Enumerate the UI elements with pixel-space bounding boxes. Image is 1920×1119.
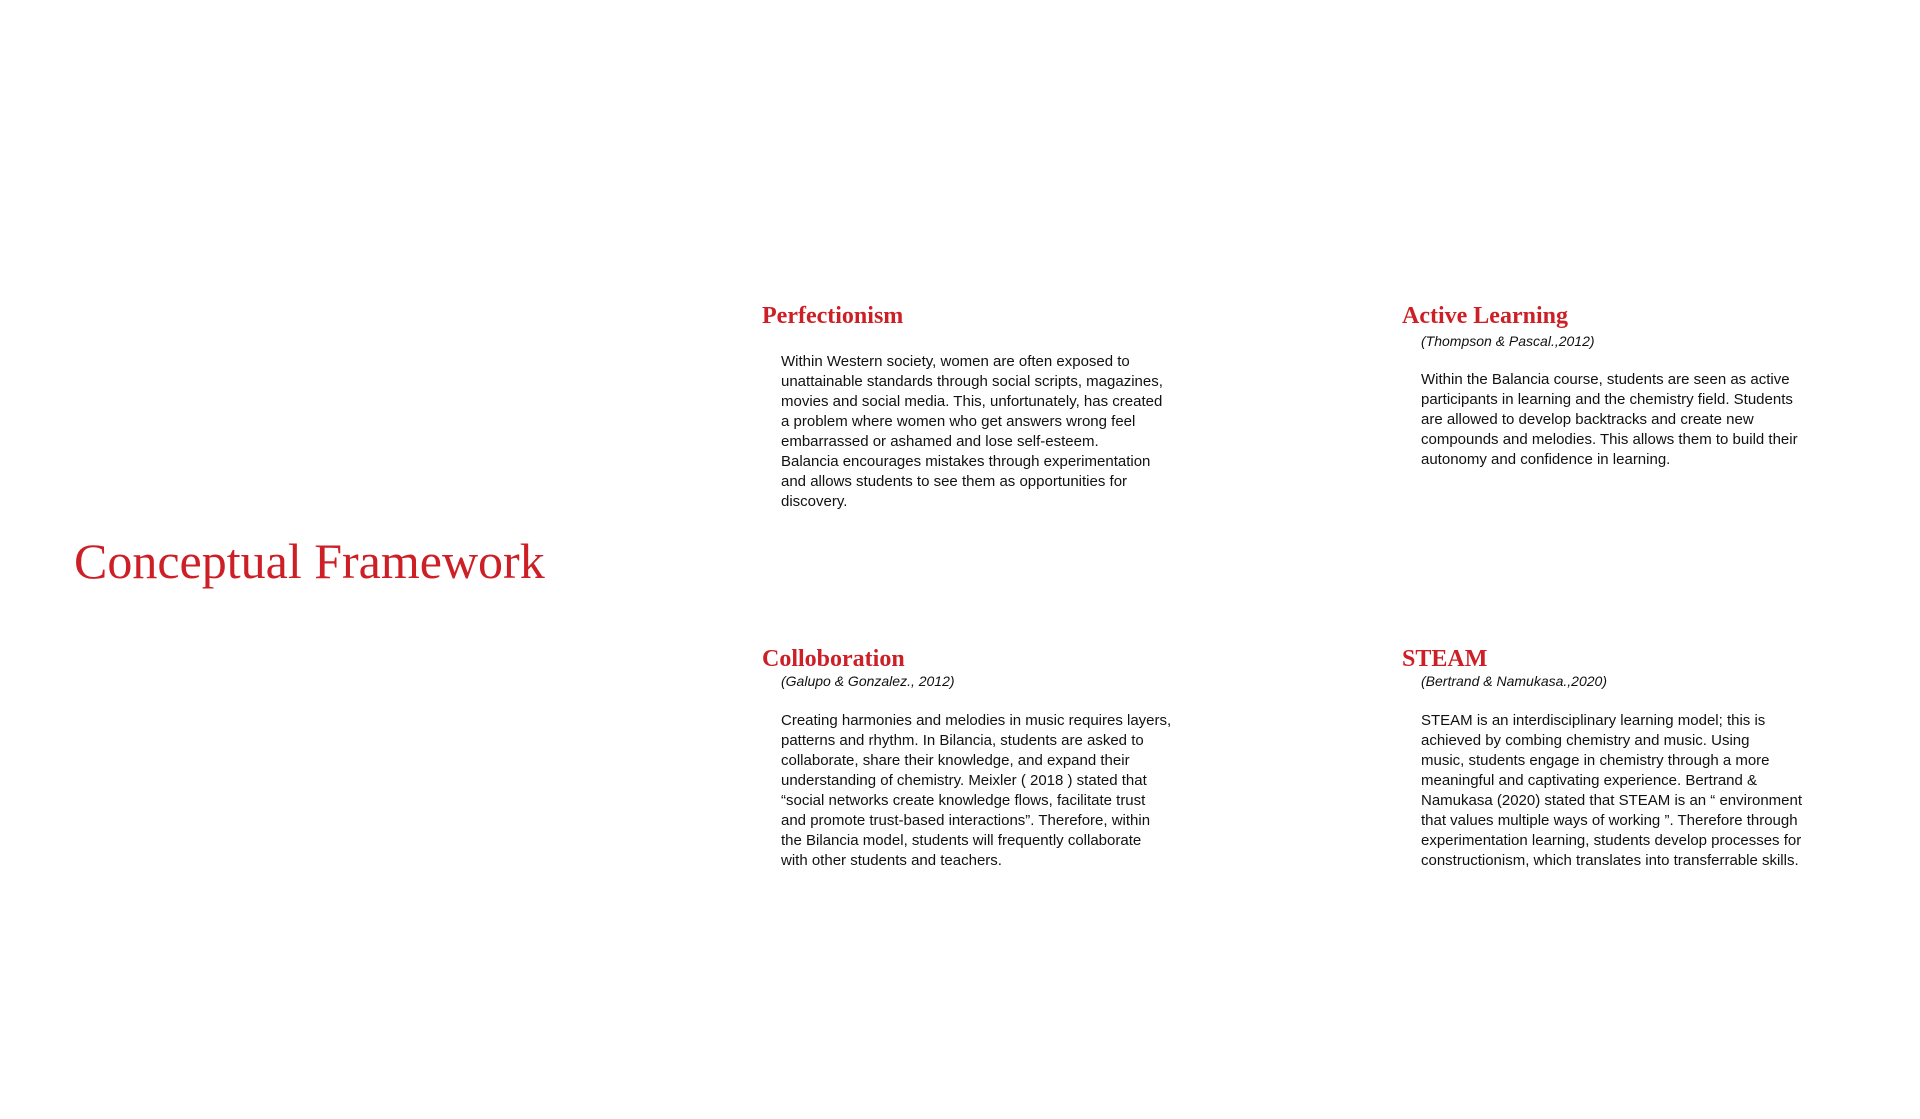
section-steam — [1402, 645, 1882, 871]
section-perfectionism — [762, 302, 1242, 512]
section-citation-active-learning: (Thompson & Pascal.,2012) — [1421, 333, 1595, 349]
section-body-perfectionism: Within Western society, women are often exposed to unattainable standards through social scripts, magazines, movies and social media. This, unfortunately, has created a problem where women who get answers wrong feel embarrassed or ashamed and lose self-esteem. Balancia encourages mistakes through experimentation and allows students to see them as opportunities for discovery. — [781, 353, 1163, 510]
page-title: Conceptual Framework — [74, 533, 545, 589]
section-collaboration — [762, 645, 1242, 871]
section-heading-collaboration: Colloboration — [762, 646, 905, 672]
section-heading-active-learning: Active Learning — [1402, 303, 1568, 329]
section-body-active-learning: Within the Balancia course, students are seen as active participants in learning and the chemistry field. Students are allowed to develop backtracks and create new compounds and melodies. This allows them to build their autonomy and confidence in learning. — [1421, 371, 1798, 468]
section-active-learning — [1402, 302, 1882, 470]
section-heading-steam: STEAM — [1402, 646, 1488, 672]
section-body-steam: STEAM is an interdisciplinary learning model; this is achieved by combing chemistry and music. Using music, students engage in chemistry through a more meaningful and captivating experience. Bertrand & Namukasa (2020) stated that STEAM is an “ environment that values multiple ways of working ”. Therefore through experimentation learning, students develop processes for constructionism, which translates into transferrable skills. — [1421, 712, 1803, 869]
section-heading-perfectionism: Perfectionism — [762, 303, 904, 329]
section-citation-collaboration: (Galupo & Gonzalez., 2012) — [781, 673, 955, 689]
section-citation-steam: (Bertrand & Namukasa.,2020) — [1421, 673, 1607, 689]
section-body-collaboration: Creating harmonies and melodies in music requires layers, patterns and rhythm. In Bilancia, students are asked to collaborate, share their knowledge, and expand their understanding of chemistry. Meixler ( 2018 ) stated that “social networks create knowledge flows, facilitate trust and promote trust-based interactions”. Therefore, within the Bilancia model, students will frequently collaborate with other students and teachers. — [781, 712, 1172, 869]
